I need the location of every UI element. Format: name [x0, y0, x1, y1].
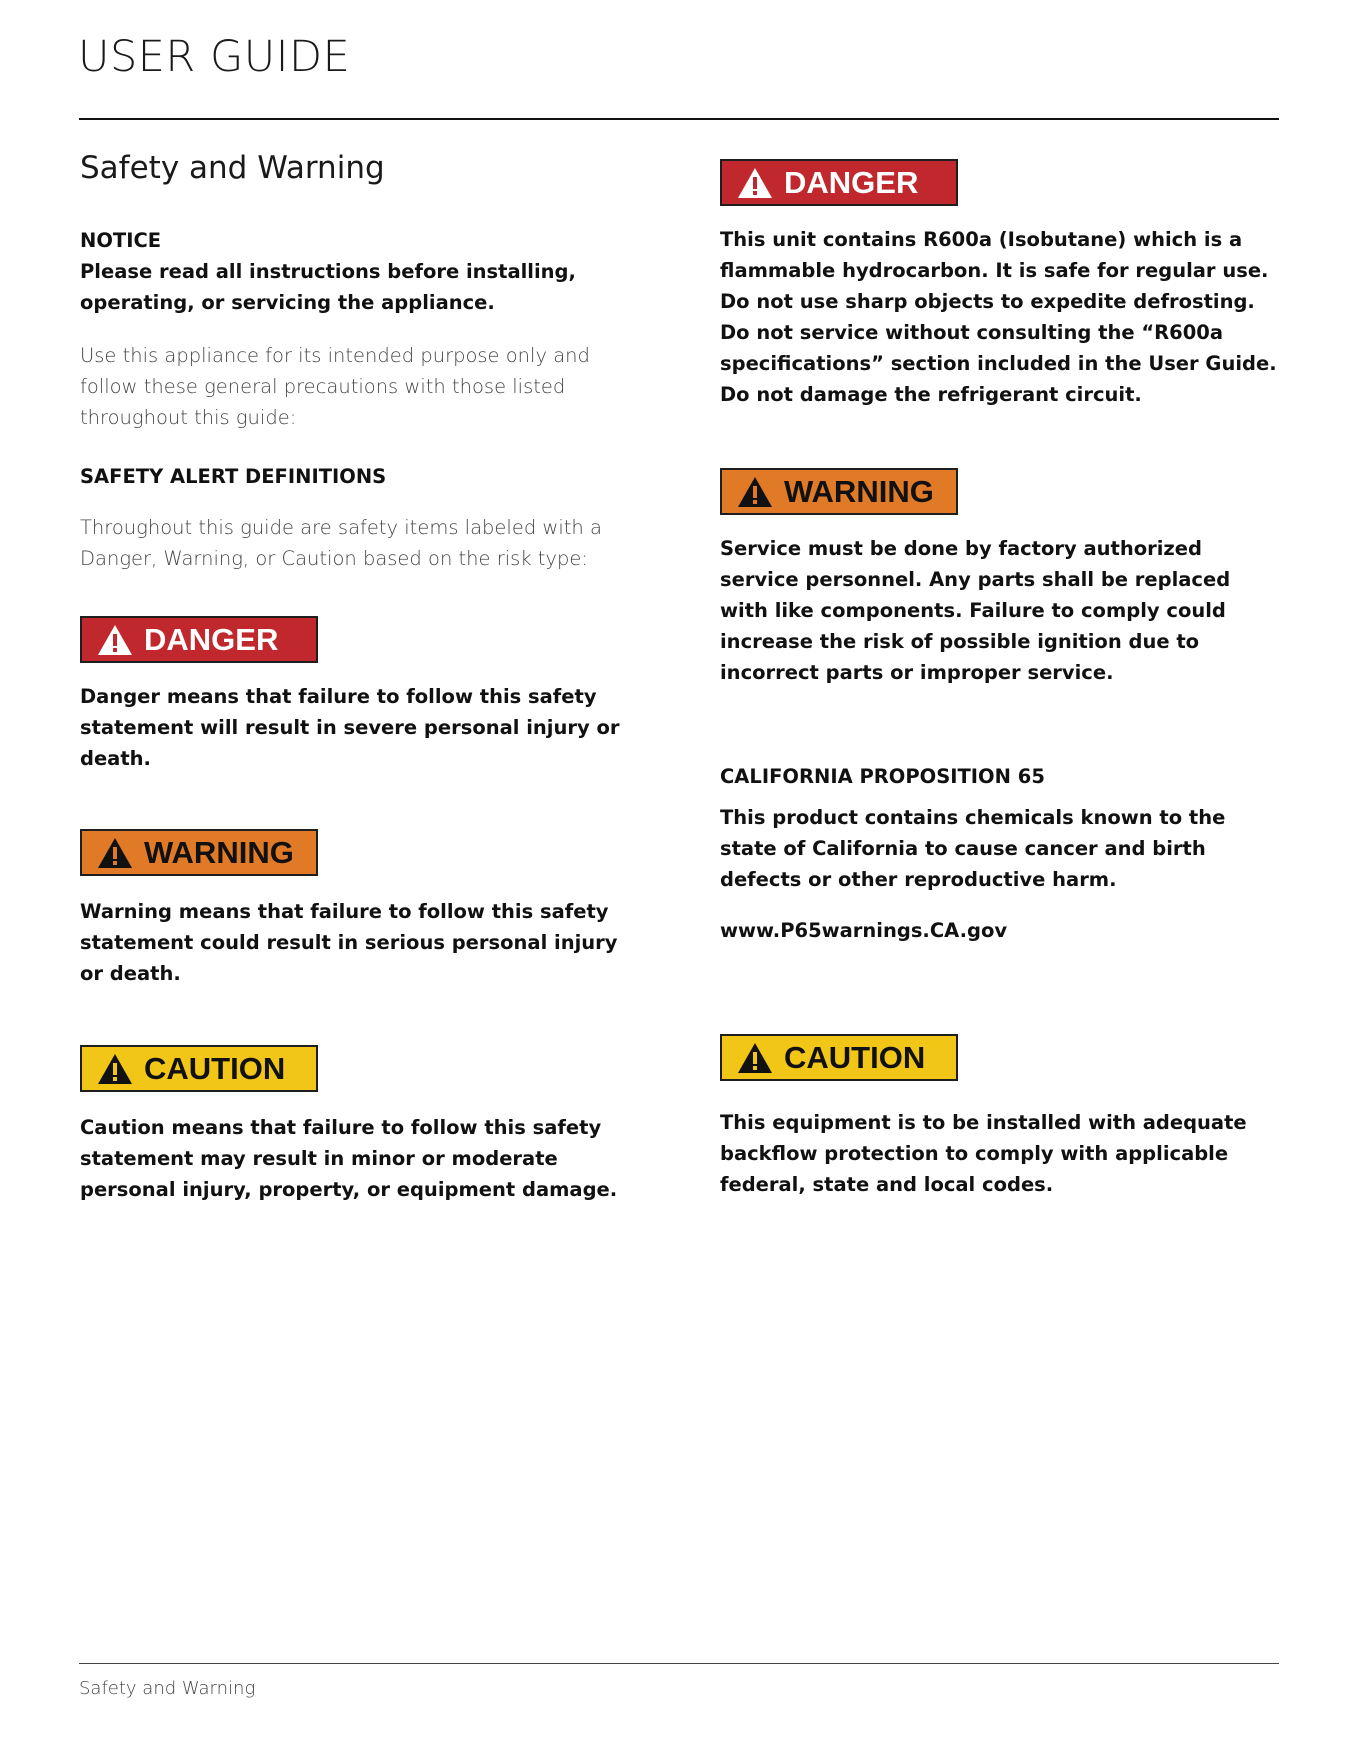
left-column — [80, 150, 640, 1205]
danger-label — [720, 159, 958, 206]
backflow-caution-text: This equipment is to be installed with adequate backflow protection to comply with applicable federal, state and local codes. — [720, 1111, 1247, 1196]
danger-label-text: DANGER — [144, 621, 279, 657]
caution-label — [80, 1045, 318, 1092]
footer-divider — [79, 1663, 1279, 1664]
warning-label — [720, 468, 958, 515]
definitions-text: Throughout this guide are safety items labeled with a Danger, Warning, or Caution based on the risk type: — [80, 516, 602, 571]
warning-triangle-icon — [736, 166, 774, 200]
r600a-danger-text: This unit contains R600a (Isobutane) which is a flammable hydrocarbon. It is safe for regular use. Do not use sharp objects to expedite defrosting. Do not service without consulting the “R600a specifications” section included in the User Guide. Do not damage the refrigerant circuit. — [720, 228, 1277, 406]
warning-label-text: WARNING — [144, 834, 294, 870]
intro-text: Use this appliance for its intended purpose only and follow these general precautions with those listed throughout this guide: — [80, 344, 590, 430]
prop65-url[interactable]: www.P65warnings.CA.gov — [720, 919, 1008, 942]
right-column — [720, 159, 1280, 1200]
section-title: Safety and Warning — [80, 150, 385, 186]
warning-triangle-icon — [96, 1052, 134, 1086]
caution-label — [720, 1034, 958, 1081]
notice-text: Please read all instructions before installing, operating, or servicing the appliance. — [80, 260, 576, 315]
caution-label-text: CAUTION — [784, 1039, 926, 1075]
service-warning-text: Service must be done by factory authorized service personnel. Any parts shall be replaced with like components. Failure to comply could increase the risk of possible ignition due to incorrect parts or improper service. — [720, 537, 1231, 684]
warning-label — [80, 829, 318, 876]
warning-triangle-icon — [96, 836, 134, 870]
warning-triangle-icon — [96, 623, 134, 657]
warning-triangle-icon — [736, 475, 774, 509]
warning-label-text: WARNING — [784, 473, 934, 509]
caution-label-text: CAUTION — [144, 1050, 286, 1086]
danger-label — [80, 616, 318, 663]
header-divider — [79, 118, 1279, 120]
warning-definition: Warning means that failure to follow this safety statement could result in serious personal injury or death. — [80, 900, 618, 986]
notice-heading: NOTICE — [80, 229, 162, 253]
prop65-heading: CALIFORNIA PROPOSITION 65 — [720, 765, 1045, 788]
footer-section-name: Safety and Warning — [79, 1678, 256, 1699]
prop65-text: This product contains chemicals known to the state of California to cause cancer and birth defects or other reproductive harm. — [720, 806, 1226, 891]
danger-definition: Danger means that failure to follow this safety statement will result in severe personal injury or death. — [80, 685, 620, 771]
danger-label-text: DANGER — [784, 164, 919, 200]
definitions-heading: SAFETY ALERT DEFINITIONS — [80, 465, 387, 489]
caution-definition: Caution means that failure to follow this safety statement may result in minor or moderate personal injury, property, or equipment damage. — [80, 1116, 618, 1202]
warning-triangle-icon — [736, 1041, 774, 1075]
page-header-title: USER GUIDE — [78, 32, 351, 82]
